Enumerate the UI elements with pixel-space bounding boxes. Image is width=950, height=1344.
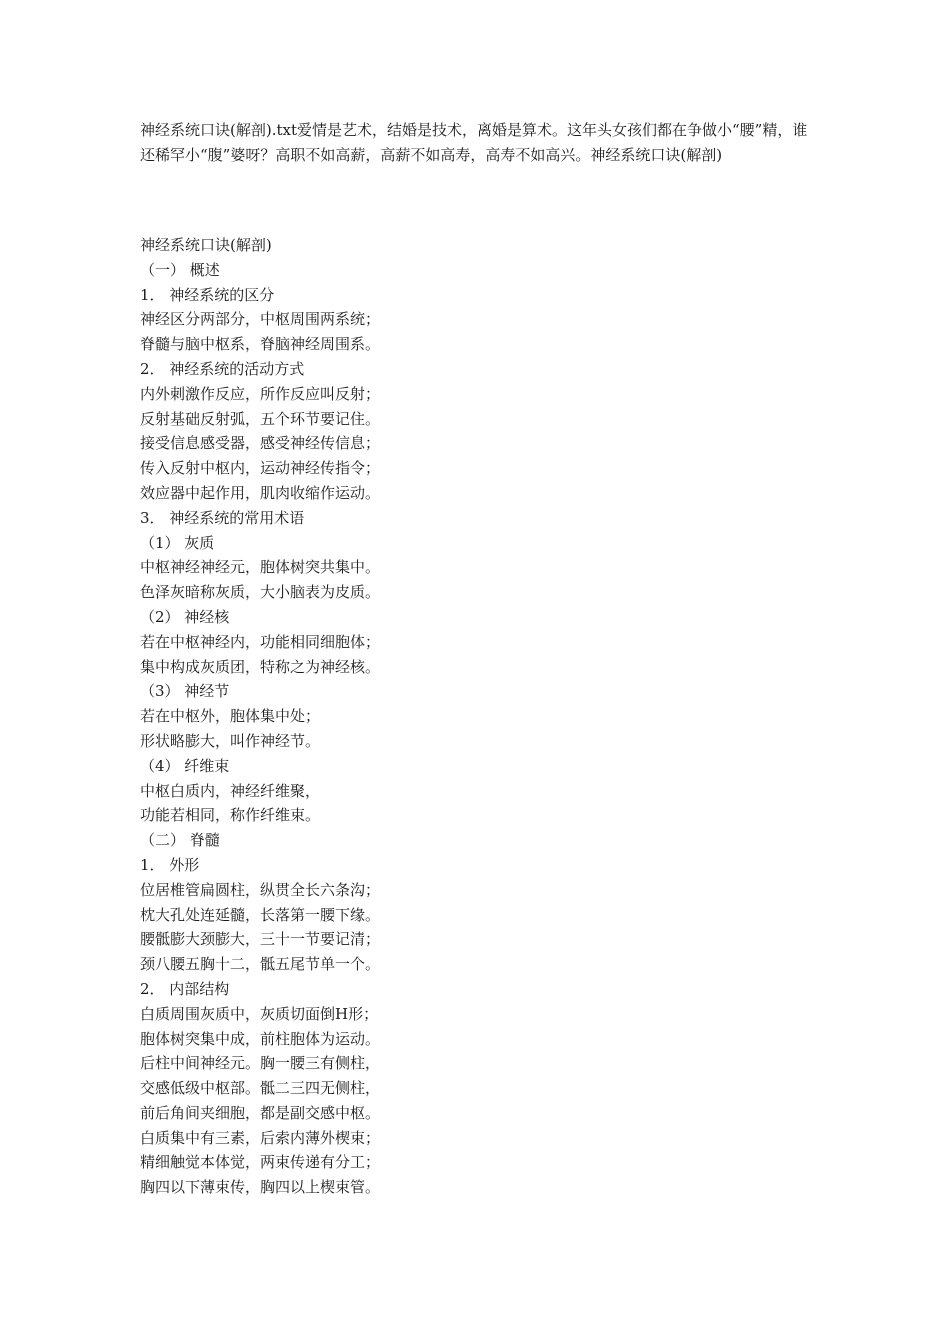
text-line: （一） 概述: [140, 260, 220, 279]
text-line: （1） 灰质: [140, 533, 215, 552]
text-line: 接受信息感受器，感受神经传信息；: [140, 434, 381, 453]
text-line: 脊髓与脑中枢系，脊脑神经周围系。: [140, 335, 381, 354]
text-line: 功能若相同，称作纤维束。: [140, 806, 321, 825]
text-line: 中枢白质内，神经纤维聚，: [140, 781, 321, 800]
text-line: 交感低级中枢部。骶二三四无侧柱，: [140, 1079, 381, 1098]
mnemonic-body: [140, 233, 820, 1200]
text-line: 胞体树突集中成，前柱胞体为运动。: [140, 1029, 381, 1048]
text-line: 反射基础反射弧，五个环节要记住。: [140, 409, 381, 428]
text-line: 神经区分两部分，中枢周围两系统；: [140, 310, 381, 329]
text-line: 前后角间夹细胞，都是副交感中枢。: [140, 1103, 381, 1122]
text-line: 胸四以下薄束传，胸四以上楔束管。: [140, 1178, 381, 1197]
text-line: （3） 神经节: [140, 682, 230, 701]
intro-paragraph: 神经系统口诀(解剖).txt爱情是艺术，结婚是技术，离婚是算术。这年头女孩们都在争做小“腰”精，谁还稀罕小“腹”婆呀？高职不如高薪，高薪不如高寿，高寿不如高兴。神经系统口诀(解剖): [140, 121, 808, 164]
text-line: （4） 纤维束: [140, 756, 230, 775]
text-line: 若在中枢神经内，功能相同细胞体；: [140, 632, 381, 651]
text-line: 2． 内部结构: [140, 979, 230, 998]
text-line: 若在中枢外，胞体集中处；: [140, 707, 321, 726]
text-line: 白质周围灰质中，灰质切面倒H形；: [140, 1004, 379, 1023]
text-line: 形状略膨大，叫作神经节。: [140, 731, 321, 750]
text-line: 白质集中有三素，后索内薄外楔束；: [140, 1128, 381, 1147]
text-line: 神经系统口诀(解剖): [140, 236, 272, 254]
text-line: 效应器中起作用，肌肉收缩作运动。: [140, 483, 381, 502]
text-line: 传入反射中枢内，运动神经传指令；: [140, 459, 381, 478]
text-line: 中枢神经神经元，胞体树突共集中。: [140, 558, 381, 577]
text-line: 2． 神经系统的活动方式: [140, 359, 305, 378]
document-page: [140, 118, 820, 1200]
text-line: 位居椎管扁圆柱，纵贯全长六条沟；: [140, 880, 381, 899]
text-line: 1． 外形: [140, 855, 200, 874]
text-line: （二） 脊髓: [140, 831, 220, 850]
text-line: （2） 神经核: [140, 607, 230, 626]
text-line: 内外刺激作反应，所作反应叫反射；: [140, 384, 381, 403]
text-line: 集中构成灰质团，特称之为神经核。: [140, 657, 381, 676]
text-line: 腰骶膨大颈膨大，三十一节要记清；: [140, 930, 381, 949]
text-line: 3． 神经系统的常用术语: [140, 508, 305, 527]
text-line: 后柱中间神经元。胸一腰三有侧柱，: [140, 1054, 381, 1073]
text-line: 1． 神经系统的区分: [140, 285, 275, 304]
text-line: 色泽灰暗称灰质，大小脑表为皮质。: [140, 583, 381, 602]
text-line: 枕大孔处连延髓，长落第一腰下缘。: [140, 905, 381, 924]
text-line: 颈八腰五胸十二，骶五尾节单一个。: [140, 955, 381, 974]
text-line: 精细触觉本体觉，两束传递有分工；: [140, 1153, 381, 1172]
